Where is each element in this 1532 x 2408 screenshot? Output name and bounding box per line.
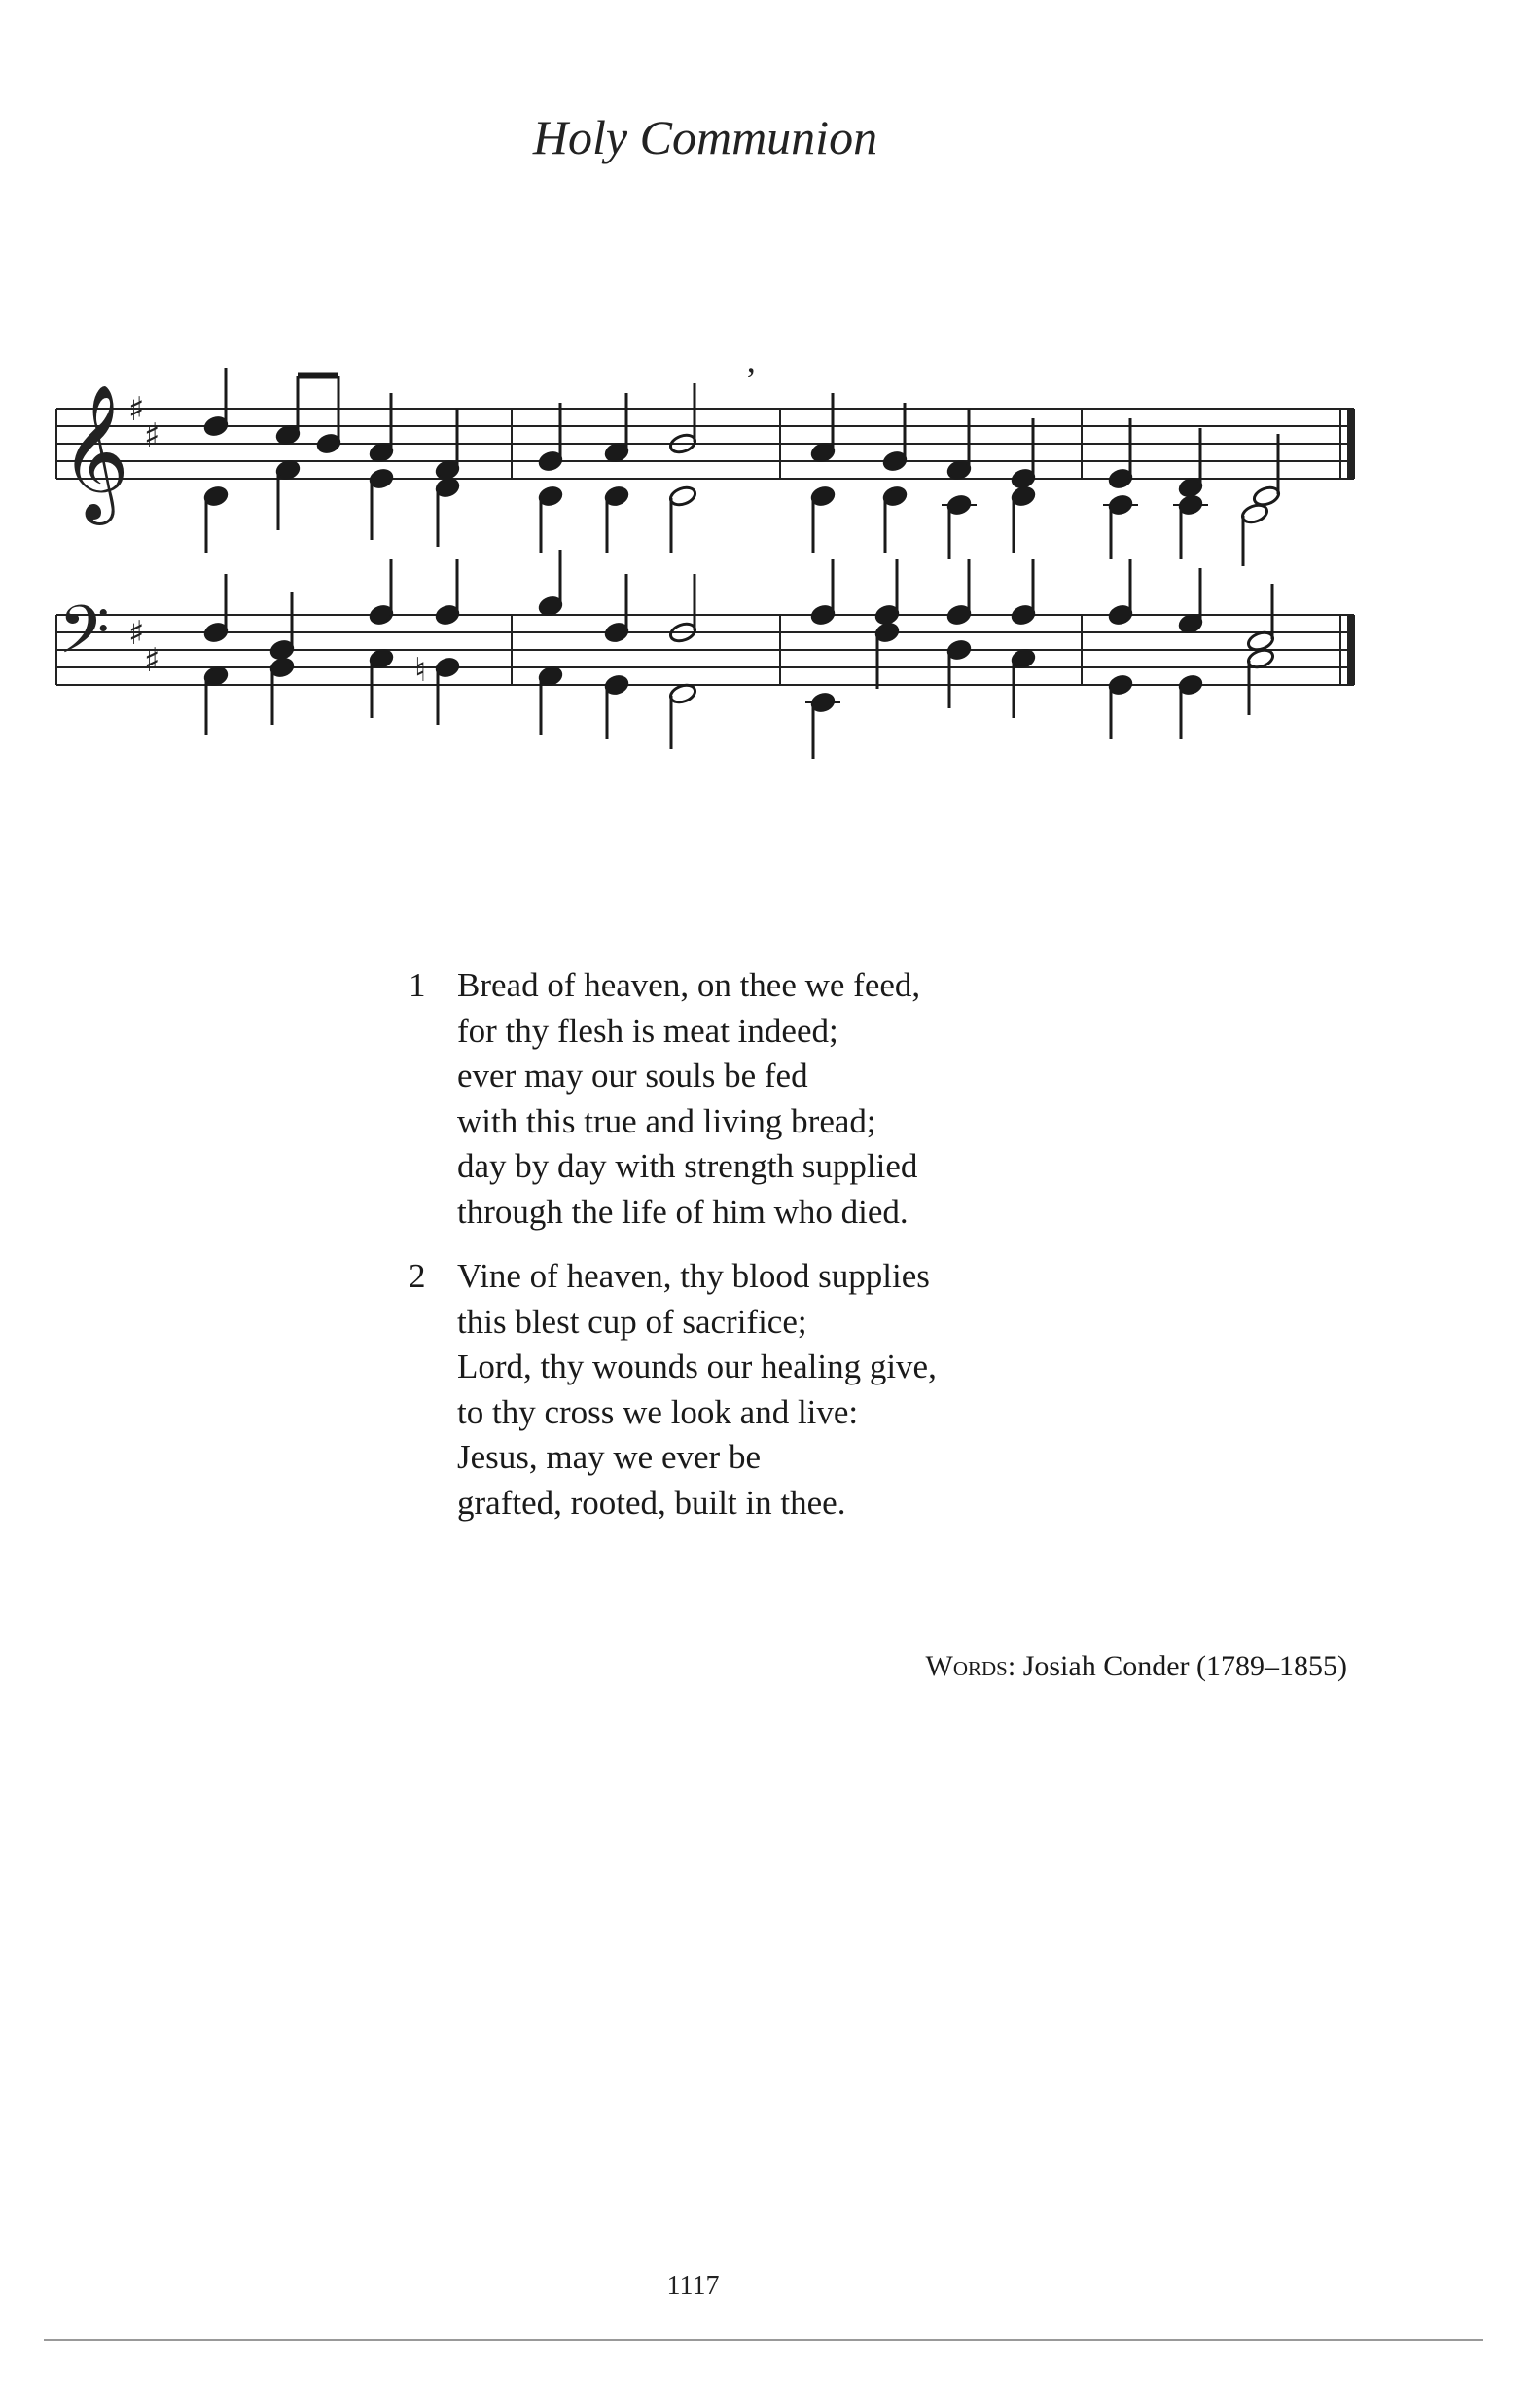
verse-1	[409, 963, 937, 1235]
verse-line: Lord, thy wounds our healing give,	[457, 1348, 937, 1385]
page-number: 1117	[666, 2271, 720, 2301]
verse-line: Jesus, may we ever be	[457, 1438, 761, 1476]
svg-text:♯: ♯	[144, 416, 160, 455]
bass-staff	[56, 615, 1355, 685]
verse-number: 2	[409, 1257, 426, 1295]
hymn-verses	[409, 963, 937, 1545]
verse-number: 1	[409, 966, 426, 1004]
key-signature-bass	[128, 614, 160, 680]
verse-line: for thy flesh is meat indeed;	[457, 1011, 838, 1050]
svg-text:♯: ♯	[128, 614, 145, 653]
bass-lower-voice	[203, 622, 1275, 759]
treble-staff	[56, 409, 1355, 479]
verse-2	[409, 1254, 937, 1526]
music-score	[0, 0, 1532, 778]
verse-line: grafted, rooted, built in thee.	[457, 1483, 846, 1522]
verse-line: this blest cup of sacrifice;	[457, 1302, 807, 1341]
breath-mark: ’	[745, 360, 757, 399]
verse-line: with this true and living bread;	[457, 1101, 876, 1140]
bass-clef-icon: 𝄢	[58, 593, 110, 685]
words-credit	[926, 1650, 1347, 1683]
treble-clef-icon: 𝄞	[60, 384, 129, 520]
svg-text:♯: ♯	[128, 390, 145, 429]
page-heading: Holy Communion	[532, 110, 878, 164]
verse-line: to thy cross we look and live:	[457, 1392, 859, 1431]
verse-line: through the life of him who died.	[457, 1192, 909, 1231]
treble-lower-voice	[203, 459, 1269, 566]
credit-text: : Josiah Conder (1789–1855)	[1007, 1650, 1347, 1682]
svg-text:♮: ♮	[414, 651, 427, 690]
footer-divider	[44, 2339, 1483, 2341]
verse-line: ever may our souls be fed	[457, 1057, 808, 1095]
verse-line: Bread of heaven, on thee we feed,	[457, 966, 921, 1004]
bass-upper-voice	[203, 550, 1275, 661]
credit-label: Words	[925, 1650, 1008, 1682]
treble-upper-voice	[203, 368, 1281, 508]
verse-line: day by day with strength supplied	[457, 1147, 918, 1185]
verse-line: Vine of heaven, thy blood supplies	[457, 1257, 930, 1295]
key-signature-treble	[128, 390, 160, 455]
svg-text:♯: ♯	[144, 641, 160, 680]
